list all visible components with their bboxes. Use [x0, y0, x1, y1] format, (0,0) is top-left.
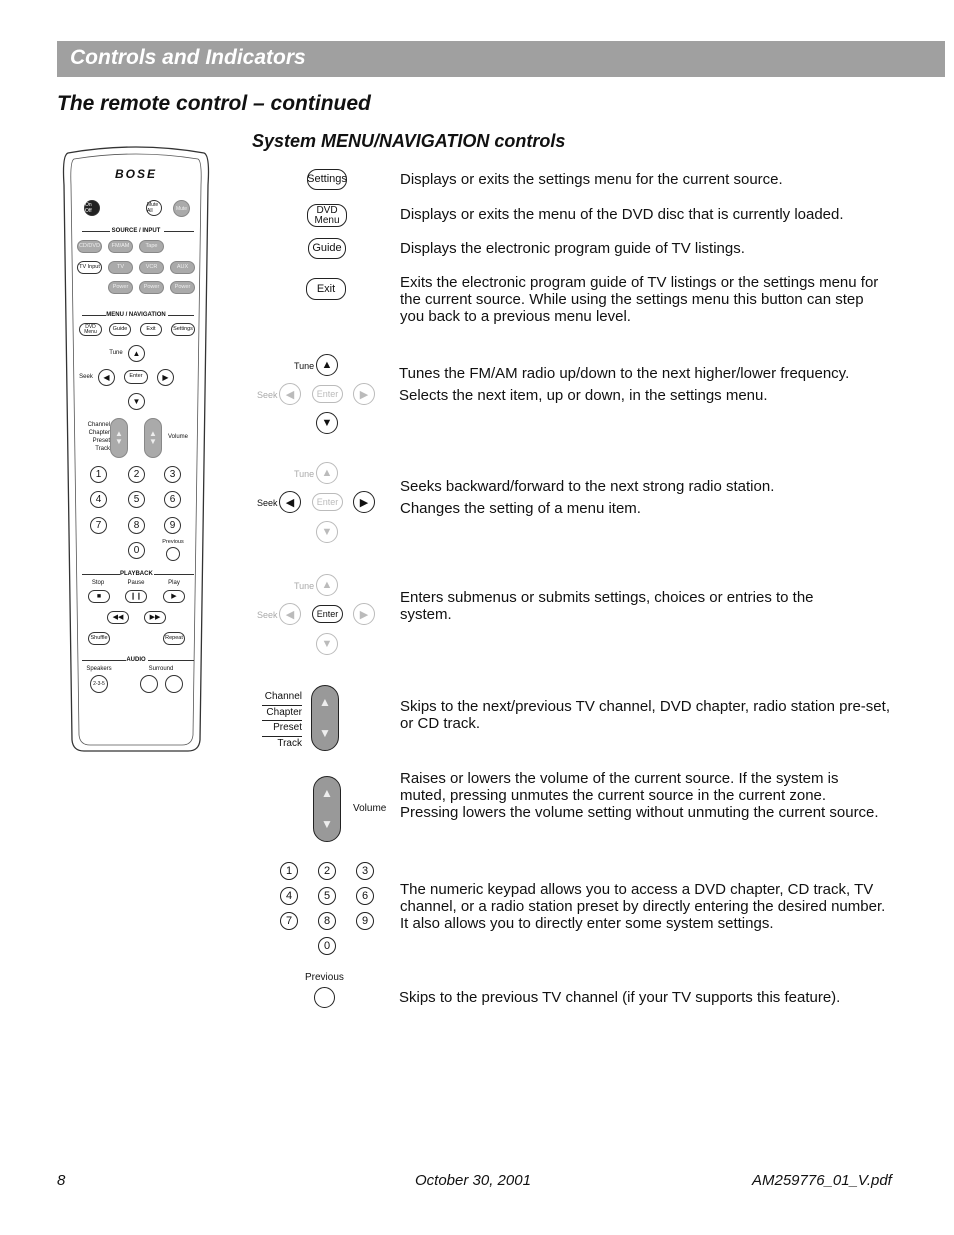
remote-stop-label: Stop: [91, 580, 105, 586]
key-7[interactable]: 7: [280, 912, 298, 930]
key-0[interactable]: 0: [318, 937, 336, 955]
enter-button-dim-2[interactable]: Enter: [312, 493, 343, 511]
remote-fm-am-button[interactable]: FM/AM: [108, 240, 133, 253]
tune-description-1: Tunes the FM/AM radio up/down to the next higher/lower frequency.: [399, 365, 850, 382]
tune-up-button-dim[interactable]: ▲: [316, 462, 338, 484]
remote-settings-button[interactable]: Settings: [171, 323, 195, 336]
remote-vcr-button[interactable]: VCR: [139, 261, 164, 274]
seek-left-button-dim-3[interactable]: ◀: [279, 603, 301, 625]
remote-key-5[interactable]: 5: [128, 491, 145, 508]
channel-up-arrow-icon[interactable]: ▲: [319, 695, 331, 709]
remote-menu-navigation-label: MENU / NAVIGATION: [106, 312, 166, 318]
key-6[interactable]: 6: [356, 887, 374, 905]
remote-tv-button[interactable]: TV: [108, 261, 133, 274]
seek-left-button-dim[interactable]: ◀: [279, 383, 301, 405]
seek-label: Seek: [257, 498, 278, 508]
remote-illustration: [60, 145, 212, 755]
channel-rocker[interactable]: [311, 685, 339, 751]
channel-description: Skips to the next/previous TV channel, DVD chapter, radio station pre-set, or CD track.: [400, 698, 890, 732]
remote-brand-logo: BOSE: [114, 167, 157, 181]
tune-down-button[interactable]: ▼: [316, 412, 338, 434]
remote-volume-rocker[interactable]: ▲ ▼: [144, 418, 162, 458]
remote-stop-button[interactable]: ■: [88, 590, 110, 603]
tune-up-button[interactable]: ▲: [316, 354, 338, 376]
tune-label-dim: Tune: [294, 469, 315, 479]
remote-aux-button[interactable]: AUX: [170, 261, 195, 274]
key-3[interactable]: 3: [356, 862, 374, 880]
remote-play-label: Play: [168, 580, 180, 586]
remote-shuffle-button[interactable]: Shuffle: [88, 632, 110, 645]
remote-pause-button[interactable]: ❙❙: [125, 590, 147, 603]
remote-audio-label: AUDIO: [126, 657, 146, 663]
remote-dvd-menu-button[interactable]: DVD Menu: [79, 323, 102, 336]
remote-key-1[interactable]: 1: [90, 466, 107, 483]
remote-surround-button-2[interactable]: [165, 675, 183, 693]
remote-tv-input-button[interactable]: TV Input: [77, 261, 102, 274]
remote-volume-label: Volume: [167, 434, 188, 440]
remote-key-8[interactable]: 8: [128, 517, 145, 534]
section-title: Controls and Indicators: [70, 46, 306, 69]
dvd-menu-button[interactable]: [307, 204, 347, 227]
remote-play-button[interactable]: ▶: [163, 590, 185, 603]
seek-right-button[interactable]: ▶: [353, 491, 375, 513]
remote-channel-rocker[interactable]: ▲ ▼: [110, 418, 128, 458]
seek-description-2: Changes the setting of a menu item.: [400, 500, 641, 517]
tune-up-button-dim-3[interactable]: ▲: [316, 574, 338, 596]
remote-surround-label: Surround: [148, 666, 174, 672]
remote-key-9[interactable]: 9: [164, 517, 181, 534]
previous-label: Previous: [305, 972, 344, 983]
remote-repeat-button[interactable]: Repeat: [163, 632, 185, 645]
remote-playback-label: PLAYBACK: [120, 571, 153, 577]
remote-tv-power-button[interactable]: Power: [108, 281, 133, 294]
guide-button[interactable]: Guide: [308, 238, 346, 259]
settings-description: Displays or exits the settings menu for the current source.: [400, 171, 783, 188]
page-title: The remote control – continued: [57, 92, 371, 115]
remote-tune-up-button[interactable]: ▲: [128, 345, 145, 362]
remote-key-4[interactable]: 4: [90, 491, 107, 508]
channel-down-arrow-icon[interactable]: ▼: [319, 726, 331, 740]
remote-key-6[interactable]: 6: [164, 491, 181, 508]
remote-key-7[interactable]: 7: [90, 517, 107, 534]
dvd-menu-button-line1: DVD: [316, 204, 338, 216]
guide-description: Displays the electronic program guide of TV listings.: [400, 240, 745, 257]
remote-previous-button[interactable]: [166, 547, 180, 561]
remote-mute-all-button[interactable]: Mute All: [146, 200, 162, 216]
remote-tape-button[interactable]: Tape: [139, 240, 164, 253]
remote-vcr-power-button[interactable]: Power: [139, 281, 164, 294]
remote-key-2[interactable]: 2: [128, 466, 145, 483]
remote-channel-label: Channel: [87, 422, 110, 428]
remote-key-3[interactable]: 3: [164, 466, 181, 483]
volume-label: Volume: [353, 803, 387, 814]
key-9[interactable]: 9: [356, 912, 374, 930]
enter-button-dim[interactable]: Enter: [312, 385, 343, 403]
sub-title: System MENU/NAVIGATION controls: [252, 131, 566, 151]
enter-button[interactable]: Enter: [312, 605, 343, 623]
section-header-bar: [57, 41, 945, 77]
key-5[interactable]: 5: [318, 887, 336, 905]
remote-seek-label: Seek: [79, 374, 93, 380]
volume-down-arrow-icon[interactable]: ▼: [321, 817, 333, 831]
previous-button[interactable]: [314, 987, 335, 1008]
remote-pause-label: Pause: [127, 580, 145, 586]
tune-down-button-dim-3[interactable]: ▼: [316, 633, 338, 655]
remote-fast-forward-button[interactable]: ▶▶: [144, 611, 166, 624]
remote-key-0[interactable]: 0: [128, 542, 145, 559]
exit-button[interactable]: Exit: [306, 278, 346, 300]
footer-date: October 30, 2001: [415, 1172, 531, 1189]
seek-right-button-dim-3[interactable]: ▶: [353, 603, 375, 625]
remote-speakers-label: Speakers: [86, 666, 112, 672]
chapter-label: Chapter: [262, 706, 302, 722]
volume-up-arrow-icon[interactable]: ▲: [321, 786, 333, 800]
key-8[interactable]: 8: [318, 912, 336, 930]
key-4[interactable]: 4: [280, 887, 298, 905]
remote-track-label: Track: [95, 446, 110, 452]
volume-rocker[interactable]: [313, 776, 341, 842]
remote-seek-left-button[interactable]: ◀: [98, 369, 115, 386]
remote-seek-right-button[interactable]: ▶: [157, 369, 174, 386]
remote-chapter-label: Chapter: [88, 430, 110, 436]
remote-rewind-button[interactable]: ◀◀: [107, 611, 129, 624]
remote-exit-button[interactable]: Exit: [140, 323, 162, 336]
channel-labels: [262, 690, 302, 751]
exit-description: Exits the electronic program guide of TV listings or the settings menu for the current source. While using the settings menu this button can step you back to a previous menu level.: [400, 274, 879, 325]
seek-label-dim: Seek: [257, 390, 278, 400]
volume-description: Raises or lowers the volume of the current source. If the system is muted, pressing unmutes the current source in the current zone. Pressing lowers the volume setting without unmuting the current source.: [400, 770, 879, 821]
dvd-menu-description: Displays or exits the menu of the DVD disc that is currently loaded.: [400, 206, 844, 223]
remote-preset-label: Preset: [92, 438, 110, 444]
preset-label: Preset: [262, 721, 302, 737]
channel-label: Channel: [262, 690, 302, 706]
footer-page-number: 8: [57, 1172, 66, 1189]
enter-description: Enters submenus or submits settings, choices or entries to the system.: [400, 589, 814, 623]
track-label: Track: [277, 737, 302, 749]
remote-guide-button[interactable]: Guide: [109, 323, 131, 336]
tune-down-button-dim[interactable]: ▼: [316, 521, 338, 543]
remote-speakers-button[interactable]: 2-3-5: [90, 675, 108, 693]
footer-file-name: AM259776_01_V.pdf: [752, 1172, 892, 1189]
remote-tune-label: Tune: [109, 350, 123, 356]
seek-label-dim-3: Seek: [257, 610, 278, 620]
settings-button[interactable]: Settings: [307, 169, 347, 190]
tune-label-dim-3: Tune: [294, 581, 315, 591]
remote-enter-button[interactable]: Enter: [124, 370, 148, 384]
remote-tune-down-button[interactable]: ▼: [128, 393, 145, 410]
seek-left-button[interactable]: ◀: [279, 491, 301, 513]
remote-aux-power-button[interactable]: Power: [170, 281, 195, 294]
seek-description-1: Seeks backward/forward to the next strong radio station.: [400, 478, 775, 495]
remote-on-off-button[interactable]: On Off: [84, 200, 100, 216]
remote-mute-button[interactable]: Mute: [173, 200, 190, 217]
seek-right-button-dim[interactable]: ▶: [353, 383, 375, 405]
remote-surround-button-1[interactable]: [140, 675, 158, 693]
keypad-description: The numeric keypad allows you to access a DVD chapter, CD track, TV channel, or a radio station preset by directly entering the desired number. It also allows you to directly enter some system settings.: [400, 881, 886, 932]
dvd-menu-button-line2: Menu: [314, 214, 340, 226]
previous-description: Skips to the previous TV channel (if your TV supports this feature).: [399, 989, 841, 1006]
remote-channel-labels: [80, 421, 110, 453]
remote-source-input-label: SOURCE / INPUT: [111, 228, 161, 234]
remote-cd-dvd-button[interactable]: CD/DVD: [77, 240, 102, 253]
remote-previous-label: Previous: [162, 539, 184, 545]
tune-description-2: Selects the next item, up or down, in the settings menu.: [399, 387, 768, 404]
key-2[interactable]: 2: [318, 862, 336, 880]
key-1[interactable]: 1: [280, 862, 298, 880]
tune-label: Tune: [294, 361, 315, 371]
